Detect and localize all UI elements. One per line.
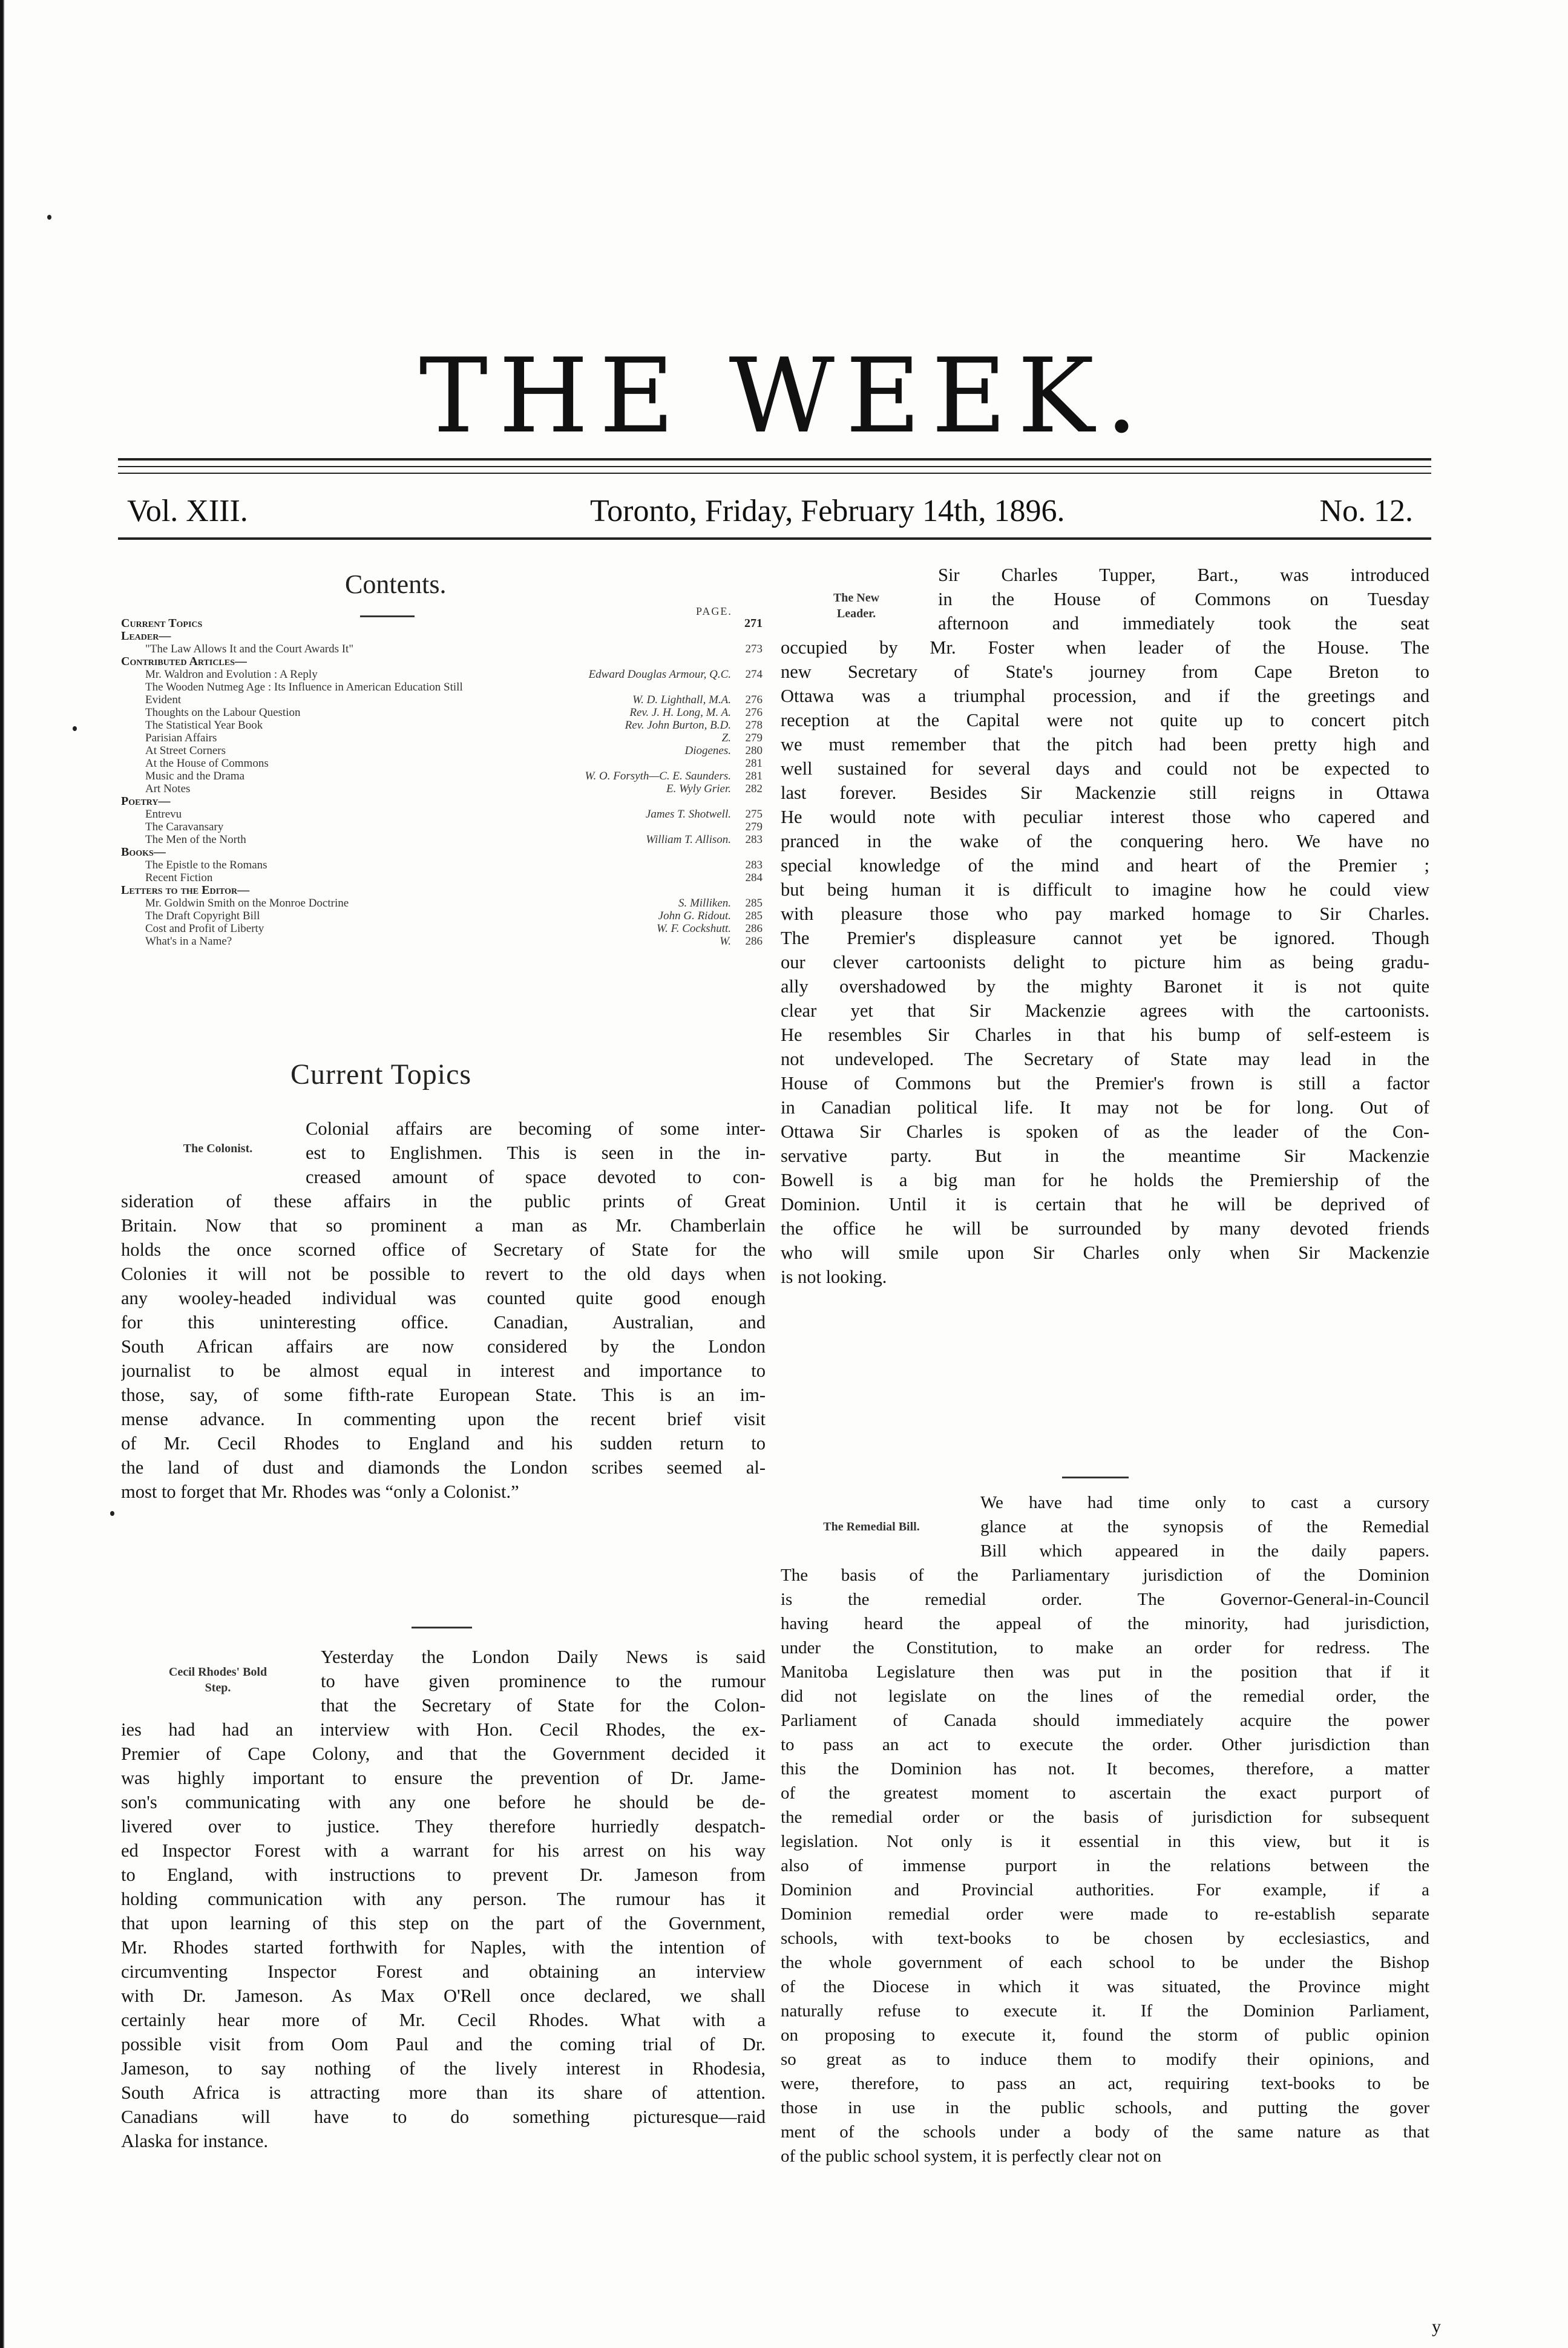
text-line: afternoon and immediately took the seat [938,613,1429,634]
side-head-colonist: The Colonist. [183,1142,253,1155]
contents-entry-author: W. O. Forsyth—C. E. Saunders. [585,770,731,782]
text-line: South Africa is attracting more than its share of attention. [121,2082,766,2103]
text-line: Colonial affairs are becoming of some inter- [306,1118,766,1139]
text-line: well sustained for several days and could not be expected to [781,758,1429,779]
contents-entry-title: The Men of the North [145,833,246,846]
text-line: we must remember that the pitch had been pretty high and [781,734,1429,755]
text-line: so great as to induce them to modify their opinions, and [781,2050,1429,2069]
text-line: naturally refuse to execute it. If the Dominion Parliament, [781,2001,1429,2021]
contents-section-row [121,630,763,643]
text-line: He resembles Sir Charles in that his bump of self-esteem is [781,1025,1429,1045]
contents-section-row [121,884,763,897]
text-line: clear yet that Sir Mackenzie agrees with the cartoonists. [781,1000,1429,1021]
text-line: not undeveloped. The Secretary of State may lead in the [781,1049,1429,1069]
contents-page-header: PAGE. [696,605,732,617]
contents-entry-title: Mr. Goldwin Smith on the Monroe Doctrine [145,897,349,910]
text-line: Dominion and Provincial authorities. For example, if a [781,1880,1429,1900]
text-line: Manitoba Legislature then was put in the position that if it [781,1662,1429,1682]
contents-entry-row [121,757,763,770]
contents-entry-row [121,821,763,833]
text-line: of the Diocese in which it was situated, the Province might [781,1977,1429,1996]
text-line: that the Secretary of State for the Colon- [321,1695,766,1716]
contents-entry-title: Thoughts on the Labour Question [145,706,301,719]
text-line: those in use in the public schools, and putting the gover [781,2098,1429,2117]
contents-entry-row [121,935,763,948]
text-line: creased amount of space devoted to con- [306,1167,766,1187]
side-head-rhodes: Cecil Rhodes' Bold Step. [168,1665,267,1694]
text-line: Dominion remedial order were made to re-establish separate [781,1904,1429,1924]
contents-entry-author: W. F. Cockshutt. [657,922,731,935]
contents-entry-author: S. Milliken. [678,897,731,910]
contents-entry-page: 271 [744,617,763,630]
text-line: of the greatest moment to ascertain the exact purport of [781,1783,1429,1803]
text-line: He would note with peculiar interest those who capered and [781,807,1429,827]
contents-entry-author: John G. Ridout. [658,910,731,922]
text-line: is the remedial order. The Governor-General-in-Council [781,1590,1429,1609]
contents-entry-row [121,871,763,884]
contents-entry-title: Recent Fiction [145,871,213,884]
masthead-rule-thin-2 [118,473,1431,474]
contents-entry-title: Art Notes [145,782,191,795]
text-line: in Canadian political life. It may not be for long. Out of [781,1097,1429,1118]
contents-entry-author: W. [720,935,731,948]
contents-entry-author: Rev. J. H. Long, M. A. [629,706,731,719]
contents-entry-author: W. D. Lighthall, M.A. [632,694,731,706]
text-line: Mr. Rhodes started forthwith for Naples, with the intention of [121,1937,766,1958]
text-line: reception at the Capital were not quite up to concert pitch [781,710,1429,730]
contents-entry-title: Letters to the Editor— [121,884,250,897]
contents-entry-row [121,770,763,782]
contents-entry-page: 281 [745,770,763,782]
contents-entry-row [121,744,763,757]
contents-entry-page: 284 [745,871,763,884]
contents-entry-title: The Wooden Nutmeg Age : Its Influence in American Education Still [145,681,463,694]
issue-number: No. 12. [1319,494,1413,528]
text-line: South African affairs are now considered by the London [121,1336,766,1357]
masthead-rule-top [118,458,1431,461]
contents-entry-title: Evident [145,694,182,706]
side-head-remedial: The Remedial Bill. [823,1520,920,1533]
text-line: was highly important to ensure the prevention of Dr. Jame- [121,1768,766,1788]
side-head-new-leader: The New Leader. [833,591,880,620]
text-line: The Premier's displeasure cannot yet be ignored. Though [781,928,1429,948]
text-line: special knowledge of the mind and heart of the Premier ; [781,855,1429,876]
volume-label: Vol. XIII. [127,494,248,528]
text-line: any wooley-headed individual was counted quite good enough [121,1288,766,1308]
ink-speck [73,726,77,731]
text-line: Ottawa was a triumphal procession, and if the greetings and [781,686,1429,706]
text-line: the whole government of each school to be under the Bishop [781,1953,1429,1972]
text-line: the office he will be surrounded by many devoted friends [781,1218,1429,1239]
contents-entry-title: Cost and Profit of Liberty [145,922,264,935]
contents-entry-title: Current Topics [121,617,203,630]
text-line: glance at the synopsis of the Remedial [980,1517,1429,1536]
contents-entry-page: 276 [745,694,763,706]
masthead-rule-thin [118,466,1431,467]
text-line: is not looking. [781,1267,887,1287]
contents-entry-row [121,732,763,744]
text-line: ment of the schools under a body of the same nature as that [781,2122,1429,2142]
text-line: the remedial order or the basis of jurisdiction for subsequent [781,1808,1429,1827]
contents-entry-author: Rev. John Burton, B.D. [625,719,731,732]
contents-entry-title: What's in a Name? [145,935,232,948]
text-line: holds the once scorned office of Secretary of State for the [121,1239,766,1260]
text-line: on proposing to execute it, found the storm of public opinion [781,2025,1429,2045]
current-topics-title: Current Topics [290,1058,472,1090]
text-line: servative party. But in the meantime Sir Mackenzie [781,1146,1429,1166]
contents-entry-title: Poetry— [121,795,171,808]
issue-line [118,490,1431,533]
article-colonist [121,1117,766,1504]
contents-entry-page: 286 [745,922,763,935]
text-line: occupied by Mr. Foster when leader of the House. The [781,637,1429,658]
text-line: est to Englishmen. This is seen in the in- [306,1143,766,1163]
text-line: but being human it is difficult to imagine how he could view [781,879,1429,900]
contents-entry-row [121,910,763,922]
ink-speck [110,1511,114,1516]
contents-entry-page: 279 [745,732,763,744]
article-separator [1062,1477,1129,1478]
text-line: ed Inspector Forest with a warrant for his arrest on his way [121,1840,766,1861]
text-line: most to forget that Mr. Rhodes was “only a Colonist.” [121,1481,519,1502]
contents-entry-author: E. Wyly Grier. [666,782,731,795]
text-line: also of immense purport in the relations between the [781,1856,1429,1875]
text-line: of the public school system, it is perfectly clear not on [781,2146,1161,2166]
article-remedial-bill [781,1490,1429,2168]
text-line: We have had time only to cast a cursory [980,1493,1429,1512]
contents-entry-page: 283 [745,859,763,871]
text-line: Parliament of Canada should immediately acquire the power [781,1711,1429,1730]
text-line: Premier of Cape Colony, and that the Government decided it [121,1743,766,1764]
text-line: ies had had an interview with Hon. Cecil Rhodes, the ex- [121,1719,766,1740]
text-line: Yesterday the London Daily News is said [321,1647,766,1667]
contents-entry-page: 285 [745,910,763,922]
contents-entry-page: 285 [745,897,763,910]
contents-entry-page: 280 [745,744,763,757]
text-line: our clever cartoonists delight to picture him as being gradu- [781,952,1429,972]
masthead-title: THE WEEK. [419,336,1149,456]
contents-entry-page: 282 [745,782,763,795]
contents-entry-title: Books— [121,845,166,859]
contents-entry-author: Diogenes. [684,744,731,757]
text-line: son's communicating with any one before he should be de- [121,1792,766,1812]
contents-entry-title: Mr. Waldron and Evolution : A Reply [145,668,318,681]
text-line: Britain. Now that so prominent a man as Mr. Chamberlain [121,1215,766,1236]
catchword: y [1432,2317,1441,2337]
contents-entry-page: 281 [745,757,763,770]
text-line: Jameson, to say nothing of the lively interest in Rhodesia, [121,2058,766,2079]
contents-entry-row [121,782,763,795]
contents-entry-row [121,808,763,821]
contents-entry-page: 275 [745,808,763,821]
contents-entry-page: 273 [745,643,763,655]
contents-entry-title: Music and the Drama [145,770,245,782]
contents-entry-page: 274 [745,668,763,681]
text-line: new Secretary of State's journey from Cape Breton to [781,661,1429,682]
text-line: legislation. Not only is it essential in this view, but it is [781,1832,1429,1851]
text-line: possible visit from Oom Paul and the coming trial of Dr. [121,2034,766,2054]
text-line: last forever. Besides Sir Mackenzie still reigns in Ottawa [781,782,1429,803]
issue-date: Toronto, Friday, February 14th, 1896. [590,494,1065,528]
contents-table [121,617,763,948]
text-line: with Dr. Jameson. As Max O'Rell once declared, we shall [121,1986,766,2006]
text-line: Canadians will have to do something picturesque—raid [121,2107,766,2127]
text-line: to have given prominence to the rumour [321,1671,766,1691]
contents-section-row [121,655,763,668]
text-line: Sir Charles Tupper, Bart., was introduced [938,565,1429,585]
text-line: under the Constitution, to make an order for redress. The [781,1638,1429,1658]
contents-entry-row [121,719,763,732]
contents-entry-row [121,833,763,846]
text-line: certainly hear more of Mr. Cecil Rhodes. What with a [121,2010,766,2030]
text-line: to pass an act to execute the order. Other jurisdiction than [781,1735,1429,1754]
contents-entry-title: The Draft Copyright Bill [145,910,260,922]
contents-entry-title: At Street Corners [145,744,226,757]
contents-entry-row [121,694,763,706]
text-line: were, therefore, to pass an act, requiring text-books to be [781,2074,1429,2093]
contents-entry-title: The Epistle to the Romans [145,859,267,871]
text-line: the land of dust and diamonds the London scribes seemed al- [121,1457,766,1478]
text-line: this the Dominion has not. It becomes, therefore, a matter [781,1759,1429,1779]
text-line: ally overshadowed by the mighty Baronet it is not quite [781,976,1429,997]
text-line: that upon learning of this step on the part of the Government, [121,1913,766,1933]
contents-entry-row [121,643,763,655]
contents-section-row [121,617,763,630]
ink-speck [47,215,51,220]
text-line: mense advance. In commenting upon the recent brief visit [121,1409,766,1429]
text-line: The basis of the Parliamentary jurisdiction of the Dominion [781,1566,1429,1585]
text-line: Ottawa Sir Charles is spoken of as the leader of the Con- [781,1121,1429,1142]
text-line: Bill which appeared in the daily papers. [980,1541,1429,1561]
contents-entry-page: 276 [745,706,763,719]
contents-entry-page: 279 [745,821,763,833]
text-line: livered over to justice. They therefore hurriedly despatch- [121,1816,766,1837]
contents-entry-title: Contributed Articles— [121,655,247,668]
article-separator [412,1627,472,1628]
contents-entry-row [121,681,763,694]
contents-entry-title: The Statistical Year Book [145,719,263,732]
contents-entry-title: At the House of Commons [145,757,269,770]
text-line: did not legislate on the lines of the remedial order, the [781,1687,1429,1706]
text-line: schools, with text-books to be chosen by ecclesiastics, and [781,1929,1429,1948]
text-line: circumventing Inspector Forest and obtaining an interview [121,1961,766,1982]
issue-rule-bottom [118,537,1431,540]
contents-entry-author: William T. Allison. [646,833,731,846]
text-line: pranced in the wake of the conquering hero. We have no [781,831,1429,851]
text-line: Bowell is a big man for he holds the Premiership of the [781,1170,1429,1190]
contents-entry-page: 278 [745,719,763,732]
contents-entry-author: Z. [721,732,731,744]
contents-entry-title: The Caravansary [145,821,224,833]
text-line: for this uninteresting office. Canadian, Australian, and [121,1312,766,1333]
text-line: sideration of these affairs in the public prints of Great [121,1191,766,1212]
text-line: with pleasure those who pay marked homage to Sir Charles. [781,903,1429,924]
text-line: in the House of Commons on Tuesday [938,589,1429,609]
contents-entry-title: Entrevu [145,808,182,821]
contents-entry-row [121,706,763,719]
text-line: Alaska for instance. [121,2131,269,2151]
contents-entry-page: 286 [745,935,763,948]
contents-entry-row [121,668,763,681]
contents-section-row [121,795,763,808]
contents-entry-row [121,922,763,935]
text-line: to England, with instructions to prevent Dr. Jameson from [121,1864,766,1885]
article-rhodes [121,1645,766,2153]
contents-entry-row [121,897,763,910]
contents-entry-title: Leader— [121,629,171,643]
contents-entry-title: "The Law Allows It and the Court Awards It" [145,643,354,655]
contents-entry-title: Parisian Affairs [145,732,217,744]
text-line: House of Commons but the Premier's frown is still a factor [781,1073,1429,1094]
text-line: those, say, of some fifth-rate European State. This is an im- [121,1385,766,1405]
article-new-leader [781,563,1429,1289]
text-line: journalist to be almost equal in interest and importance to [121,1360,766,1381]
text-line: Colonies it will not be possible to revert to the old days when [121,1264,766,1284]
contents-entry-author: James T. Shotwell. [645,808,731,821]
contents-entry-page: 283 [745,833,763,846]
text-line: Dominion. Until it is certain that he will be deprived of [781,1194,1429,1215]
text-line: having heard the appeal of the minority, had jurisdiction, [781,1614,1429,1633]
text-line: who will smile upon Sir Charles only when Sir Mackenzie [781,1242,1429,1263]
contents-section-row [121,846,763,859]
text-line: of Mr. Cecil Rhodes to England and his sudden return to [121,1433,766,1454]
contents-entry-row [121,859,763,871]
contents-title: Contents. [345,569,447,599]
text-line: holding communication with any person. The rumour has it [121,1889,766,1909]
contents-entry-author: Edward Douglas Armour, Q.C. [588,668,731,681]
